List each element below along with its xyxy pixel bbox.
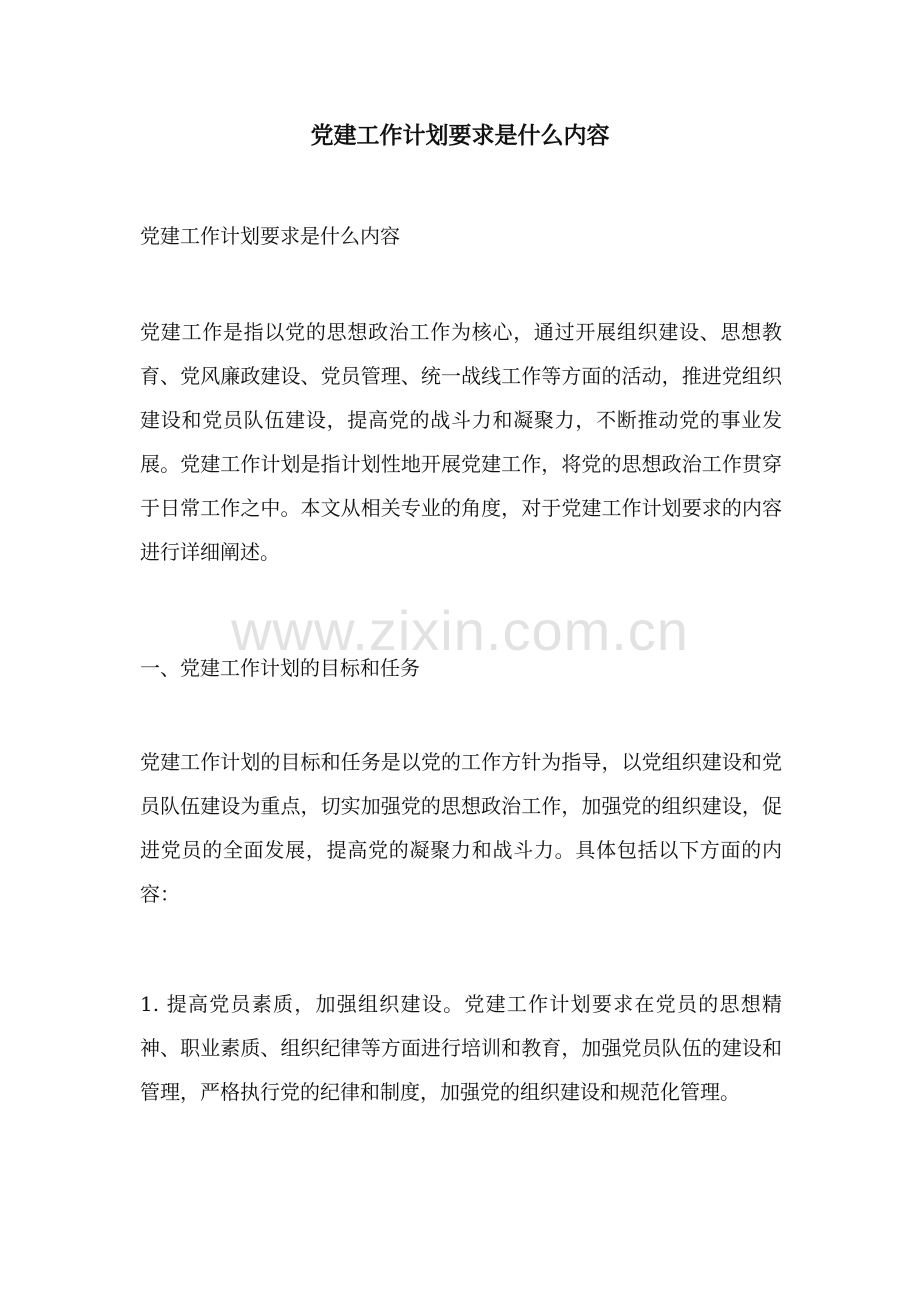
list-item-1: 1. 提高党员素质，加强组织建设。党建工作计划要求在党员的思想精神、职业素质、组织纪律等方面进行培训和教育，加强党员队伍的建设和管理，严格执行党的纪律和制度，加强党的组织建设和规范化管理。 (140, 992, 782, 1104)
watermark: www.zixin.com.cn (231, 599, 689, 662)
section-heading: 一、党建工作计划的目标和任务 (140, 656, 420, 680)
document-title: 党建工作计划要求是什么内容 (310, 122, 610, 149)
document-subtitle: 党建工作计划要求是什么内容 (140, 224, 400, 248)
intro-paragraph: 党建工作是指以党的思想政治工作为核心，通过开展组织建设、思想教育、党风廉政建设、党员管理、统一战线工作等方面的活动，推进党组织建设和党员队伍建设，提高党的战斗力和凝聚力，不断推动党的事业发展。党建工作计划是指计划性地开展党建工作，将党的思想政治工作贯穿于日常工作之中。本文从相关专业的角度，对于党建工作计划要求的内容进行详细阐述。 (140, 320, 782, 564)
goals-paragraph: 党建工作计划的目标和任务是以党的工作方针为指导，以党组织建设和党员队伍建设为重点，切实加强党的思想政治工作，加强党的组织建设，促进党员的全面发展，提高党的凝聚力和战斗力。具体包括以下方面的内容： (140, 750, 782, 906)
